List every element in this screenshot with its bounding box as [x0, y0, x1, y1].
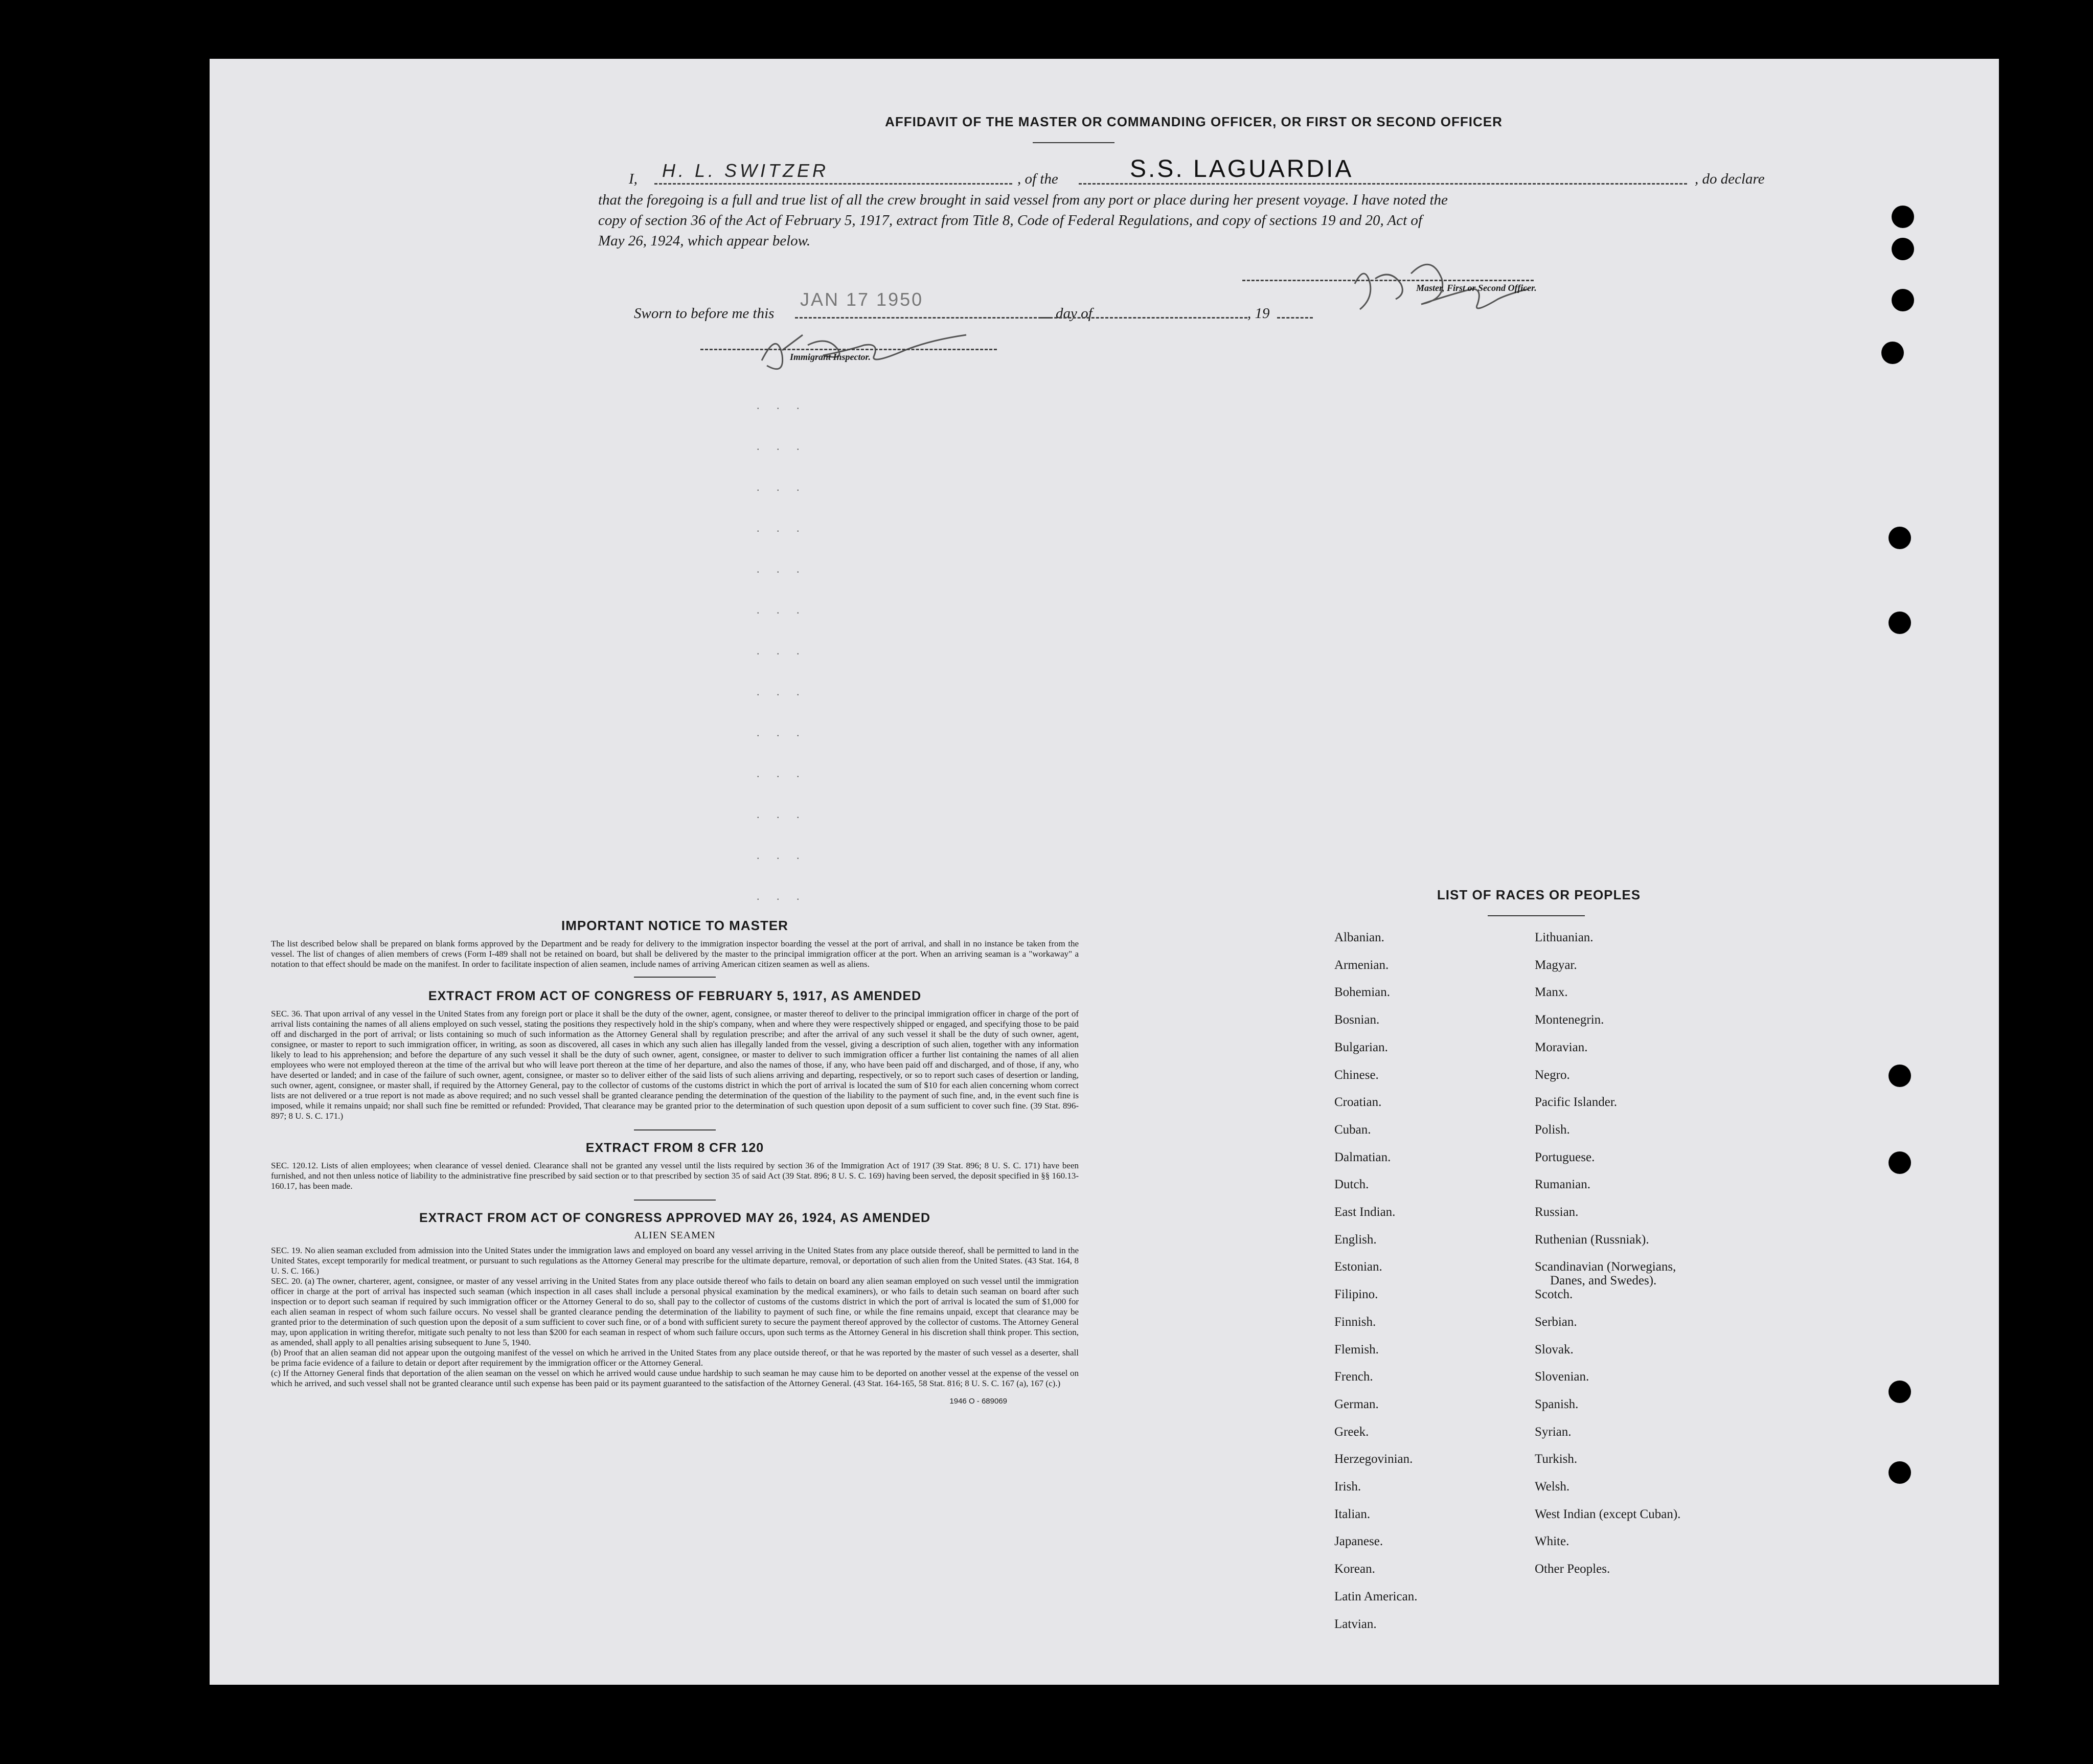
race-item: Portuguese.: [1535, 1150, 1595, 1164]
race-item: Spanish.: [1535, 1397, 1579, 1411]
race-item: Polish.: [1535, 1122, 1570, 1137]
race-item: Armenian.: [1334, 958, 1389, 972]
binder-hole: [1892, 238, 1914, 260]
vessel-underline: [1079, 183, 1687, 185]
race-item: Slovak.: [1535, 1342, 1574, 1356]
sec-20-text: SEC. 20. (a) The owner, charterer, agent, consignee, or master of any vessel arriving in the United States from any place outside thereof who fails to detain on board any alien seaman employed on such vessel until the immigration officer in charge at the port of arrival has inspected such seaman (which inspection in all cases shall include a personal physical examination by the medical examiners), or who fails to detain such seaman on board after such inspection or to deport such seaman if required by such immigration officer or the Attorney General to do so, shall pay to the collector of customs of the customs district in which the port of arrival is located the sum of $1,000 for each alien seaman in respect of whom such failure occurs. No vessel shall be granted clearance pending the determination of the liability to payment of such fine, or while the fine remains unpaid, except that clearance may be granted prior to the determination of such question upon the deposit of a sum sufficient to cover such fine, or of a bond with sufficient surety to secure the payment thereof approved by the collector of customs. The Attorney General may, upon application in writing therefor, mitigate such penalty to not less than $200 for each seaman in respect of whom such failure occurs, upon such terms as the Attorney General in his discretion shall think proper. This section, as amended, shall apply to all penalties arising subsequent to June 5, 1940.: [271, 1276, 1079, 1347]
binder-hole: [1889, 1065, 1911, 1087]
race-item: Moravian.: [1535, 1040, 1588, 1054]
race-item: Welsh.: [1535, 1480, 1570, 1494]
race-item: Bohemian.: [1334, 985, 1391, 1000]
race-item: West Indian (except Cuban).: [1535, 1507, 1681, 1521]
day-of-label: day of: [1056, 305, 1093, 322]
race-item: Herzegovinian.: [1334, 1452, 1413, 1466]
faint-mark: . . .: [757, 644, 807, 657]
extract-cfr-text: SEC. 120.12. Lists of alien employees; when clearance of vessel denied. Clearance shall not be granted any vessel until the lists required by section 36 of the Immigration Act of 1917 (39 Stat. 896; 8 U. S. C. 171) have been furnished, and not then unless notice of liability to the administrative fine prescribed by said section or to that prescribed by section 35 of said Act (39 Stat. 896; 8 U. S. C. 169) having been served, the deposit specified in §§ 160.13-160.17, has been made.: [271, 1161, 1079, 1191]
race-item: Japanese.: [1334, 1534, 1383, 1549]
binder-hole: [1892, 206, 1914, 228]
race-item: Chinese.: [1334, 1068, 1379, 1082]
i-label: I,: [629, 171, 638, 187]
inspector-signature-line: [700, 349, 997, 350]
race-item: Dalmatian.: [1334, 1150, 1391, 1164]
year-prefix-label: , 19: [1247, 305, 1270, 322]
faint-mark: . . .: [757, 726, 807, 739]
form-page: [210, 59, 1999, 1685]
extract-1917-title: EXTRACT FROM ACT OF CONGRESS OF FEBRUARY 5, 1917, AS AMENDED: [428, 989, 922, 1003]
race-item: Magyar.: [1535, 958, 1577, 972]
race-item: Dutch.: [1334, 1178, 1369, 1192]
race-item: Rumanian.: [1535, 1178, 1591, 1192]
master-signature-caption: Master, First or Second Officer.: [1416, 283, 1537, 293]
binder-hole: [1889, 1381, 1911, 1403]
affidavit-line-2: that the foregoing is a full and true list of all the crew brought in said vessel from any port or place during her present voyage. I have noted the: [598, 192, 1448, 208]
inspector-caption: Immigrant Inspector.: [790, 352, 871, 362]
affidavit-line-4: May 26, 1924, which appear below.: [598, 233, 811, 249]
master-signature-line: [1242, 280, 1534, 281]
faint-mark: . . .: [757, 481, 807, 493]
faint-mark: . . .: [757, 767, 807, 780]
race-item: Flemish.: [1334, 1342, 1379, 1356]
affidavit-line-3: copy of section 36 of the Act of February 5, 1917, extract from Title 8, Code of Federal Regulations, and copy of sections 19 and 20, Act of: [598, 212, 1422, 229]
race-item: Bulgarian.: [1334, 1040, 1388, 1054]
race-item: East Indian.: [1334, 1205, 1396, 1219]
extract-1917-divider: [634, 1129, 716, 1130]
faint-mark: . . .: [757, 808, 807, 821]
race-item: Other Peoples.: [1535, 1562, 1610, 1576]
race-item: Turkish.: [1535, 1452, 1578, 1466]
vessel-name-field[interactable]: S.S. LAGUARDIA: [1130, 155, 1354, 183]
notices-column: [271, 918, 1079, 1406]
do-declare-label: , do declare: [1695, 171, 1765, 187]
master-name-field[interactable]: H. L. SWITZER: [662, 160, 829, 181]
race-item: Greek.: [1334, 1424, 1369, 1439]
race-item: Syrian.: [1535, 1424, 1572, 1439]
title-divider: [1033, 142, 1114, 143]
binder-hole: [1889, 527, 1911, 549]
sec-20b-text: (b) Proof that an alien seaman did not appear upon the outgoing manifest of the vessel on which he arrived in the United States from any place outside thereof, or that he was reported by the master of such vessel as a deserter, shall be prima facie evidence of a failure to detain or deport after requirement by the immigration officer or the Attorney General.: [271, 1348, 1079, 1368]
race-item: Italian.: [1334, 1507, 1371, 1521]
race-item: German.: [1334, 1397, 1379, 1411]
race-item: Albanian.: [1334, 931, 1384, 944]
inspector-signature: [752, 320, 987, 376]
sworn-label: Sworn to before me this: [634, 305, 775, 322]
race-item: White.: [1535, 1534, 1569, 1549]
race-item: Russian.: [1535, 1205, 1579, 1219]
race-item: Irish.: [1334, 1480, 1361, 1494]
sec-19-text: SEC. 19. No alien seaman excluded from admission into the United States under the immigration laws and employed on board any vessel arriving in the United States from any place outside thereof, shall be permitted to land in the United States, except temporarily for medical treatment, or pursuant to such regulations as the Attorney General may prescribe for the ultimate departure, removal, or deportation of such alien from the United States. (43 Stat. 164, 8 U. S. C. 166.): [271, 1246, 1079, 1276]
extract-1924-title: EXTRACT FROM ACT OF CONGRESS APPROVED MAY 26, 1924, AS AMENDED: [419, 1211, 931, 1225]
races-title: LIST OF RACES OR PEOPLES: [1437, 887, 1641, 902]
races-title-divider: [1488, 915, 1585, 916]
extract-cfr-title: EXTRACT FROM 8 CFR 120: [585, 1141, 764, 1155]
race-item: Ruthenian (Russniak).: [1535, 1232, 1649, 1247]
race-item: Negro.: [1535, 1068, 1570, 1082]
faint-mark: . . .: [757, 603, 807, 616]
extract-cfr-divider: [634, 1200, 716, 1201]
sec-20c-text: (c) If the Attorney General finds that deportation of the alien seaman on the vessel on which he arrived would cause undue hardship to such seaman he may cause him to be deported on another vessel at the expense of the vessel on which he arrived, and such vessel shall not be granted clearance until such expense has been paid or its payment guaranteed to the satisfaction of the Attorney General. (43 Stat. 164-165, 58 Stat. 816; 8 U. S. C. 167 (a), 167 (c).): [271, 1368, 1079, 1388]
notice-text: The list described below shall be prepared on blank forms approved by the Department and be ready for delivery to the immigration inspector boarding the vessel at the port of arrival, and shall in no instance be taken from the vessel. The list of changes of alien members of crews (Form I-489 shall not be retained on board, but shall be delivered by the master to the principal immigration officer at the port. When an arriving seaman is a "workaway" a notation to that effect should be made on the manifest. In order to facilitate inspection of alien seamen, include names of arriving American citizen seamen as well as aliens.: [271, 939, 1079, 969]
binder-hole: [1892, 289, 1914, 311]
race-item: Latin American.: [1334, 1589, 1418, 1603]
print-code: 1946 O - 689069: [949, 1397, 1007, 1406]
of-the-label: , of the: [1017, 171, 1058, 187]
sworn-day-underline: [795, 317, 1051, 319]
race-item: Filipino.: [1334, 1287, 1378, 1302]
year-underline: [1277, 317, 1313, 319]
extract-1917-text: SEC. 36. That upon arrival of any vessel in the United States from any foreign port or place it shall be the duty of the owner, agent, consignee, or master thereof to deliver to the principal immigration officer in charge of the port of arrival lists containing the names of all aliens employed on such vessel, stating the positions they respectively hold in the ship's company, when and where they were respectively shipped or engaged, and specifying those to be paid off and discharged in the port of arrival; or lists containing so much of such information as the Attorney General shall by regulation prescribe; and after the arrival of any such vessel it shall be the duty of such owner, agent, consignee, or master to report to such immigration officer, in writing, as soon as discovered, all cases in which any such alien has illegally landed from the vessel, giving a description of such alien, together with any information likely to lead to his apprehension; and before the departure of any such vessel it shall be the duty of such owner, agent, consignee, or master to deliver to such immigration officer a further list containing the names of all alien employees who were not employed thereon at the time of the arrival but who will leave port thereon at the time of her departure, and also the names of those, if any, who have been paid off and discharged, and of those, if any, who have deserted or landed; and in case of the failure of such owner, agent, consignee, or master so to deliver either of the said lists of such aliens arriving and departing, respectively, or so to report such cases of desertion or landing, such owner, agent, consignee, or master shall, if required by the Attorney General, pay to the collector of customs of the customs district in which the port of arrival is located the sum of $10 for each alien concerning whom correct lists are not delivered or a true report is not made as above required; and no such vessel shall be granted clearance pending the determination of the question of the liability to the payment of such fine, and, in the event such fine is imposed, while it remains unpaid; nor shall such fine be remitted or refunded: Provided, That clearance may be granted prior to the determination of such question upon deposit of a sum sufficient to cover such fine. (39 Stat. 896-897; 8 U. S. C. 171.): [271, 1009, 1079, 1121]
affidavit-title: AFFIDAVIT OF THE MASTER OR COMMANDING OFFICER, OR FIRST OR SECOND OFFICER: [885, 114, 1503, 129]
faint-mark: . . .: [757, 685, 807, 698]
binder-hole: [1881, 342, 1904, 364]
race-item: Finnish.: [1334, 1315, 1376, 1329]
race-item: Pacific Islander.: [1535, 1095, 1618, 1110]
race-item: Slovenian.: [1535, 1370, 1589, 1384]
master-signature: [1334, 243, 1549, 320]
race-item: Scandinavian (Norwegians,: [1535, 1260, 1676, 1274]
binder-hole: [1889, 1461, 1911, 1484]
notice-title: IMPORTANT NOTICE TO MASTER: [561, 918, 788, 933]
faint-mark: . . .: [757, 562, 807, 575]
alien-seamen-subtitle: ALIEN SEAMEN: [634, 1230, 716, 1241]
binder-hole: [1889, 1151, 1911, 1174]
faint-mark: . . .: [757, 440, 807, 453]
race-item: Korean.: [1334, 1562, 1375, 1576]
race-item: Serbian.: [1535, 1315, 1577, 1329]
sworn-month-underline: [1040, 317, 1247, 319]
sworn-date-stamp: JAN 17 1950: [800, 289, 924, 310]
race-item: Estonian.: [1334, 1260, 1382, 1274]
master-name-underline: [654, 183, 1012, 185]
race-item: Latvian.: [1334, 1617, 1377, 1631]
faint-mark: . . .: [757, 399, 807, 412]
notice-divider: [634, 977, 716, 978]
race-item: Scotch.: [1535, 1287, 1573, 1302]
race-item: Lithuanian.: [1535, 931, 1594, 944]
binder-hole: [1889, 612, 1911, 634]
race-item: Cuban.: [1334, 1122, 1371, 1137]
race-item: Montenegrin.: [1535, 1013, 1604, 1027]
faint-mark: . . .: [757, 890, 807, 902]
race-item: Croatian.: [1334, 1095, 1382, 1110]
faint-mark: . . .: [757, 849, 807, 862]
race-item: Manx.: [1535, 985, 1568, 1000]
race-item: French.: [1334, 1370, 1373, 1384]
race-item: Bosnian.: [1334, 1013, 1380, 1027]
race-item: English.: [1334, 1232, 1377, 1247]
faint-mark: . . .: [757, 522, 807, 534]
race-item: Danes, and Swedes).: [1550, 1274, 1657, 1288]
